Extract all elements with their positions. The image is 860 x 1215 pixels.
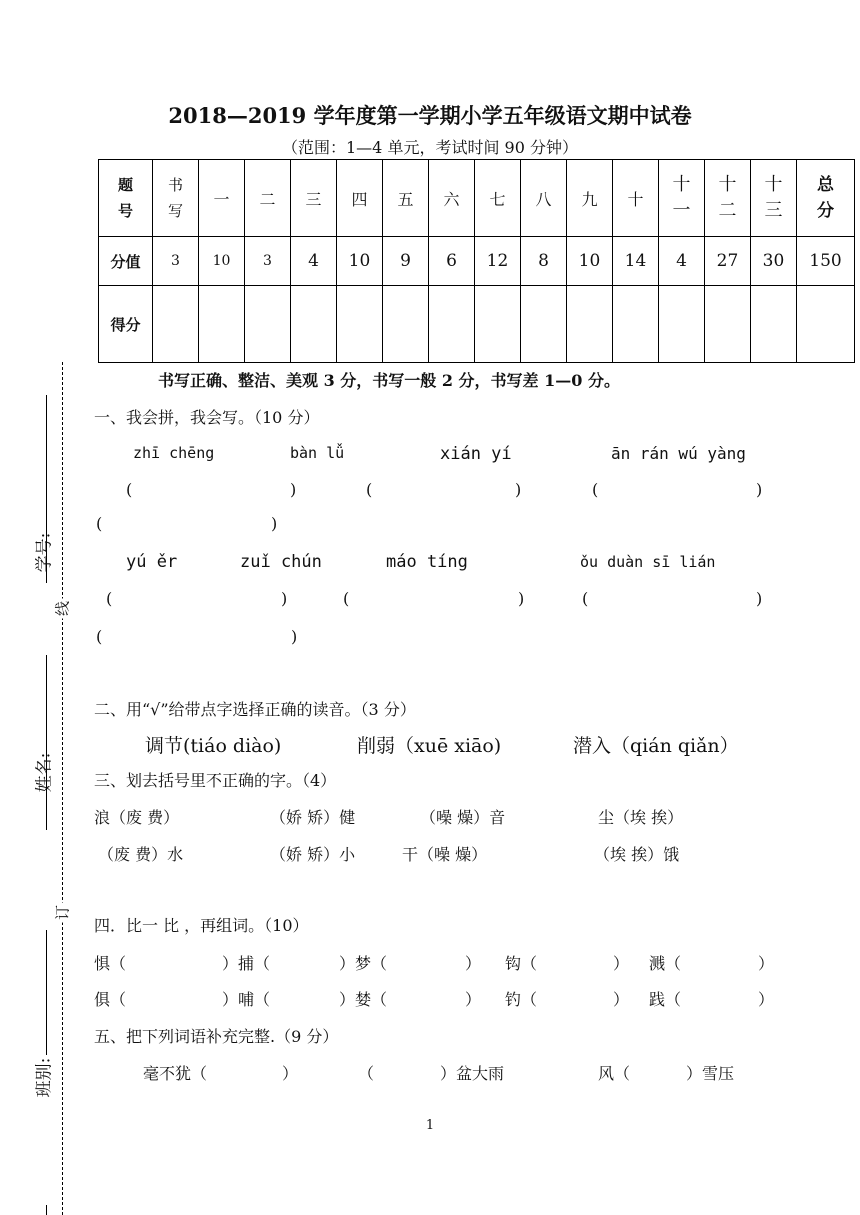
name-line [46, 655, 47, 830]
score-input-cell[interactable] [705, 286, 751, 363]
header-cell: 十 二 [705, 160, 751, 237]
points-cell: 150 [797, 237, 855, 286]
score-input-cell[interactable] [199, 286, 245, 363]
pinyin-8: ǒu duàn sī lián [580, 553, 716, 571]
header-cell: 一 [199, 160, 245, 237]
answer-paren-close: ) [291, 627, 298, 646]
q2-title: 二、用“√”给带点字选择正确的读音。（3 分） [94, 700, 416, 719]
score-input-cell[interactable] [797, 286, 855, 363]
q5-seg: （ [358, 1064, 375, 1083]
q4-seg: 践（ [649, 990, 682, 1009]
q3-title: 三、划去括号里不正确的字。（4） [94, 771, 337, 790]
answer-paren-close: ) [518, 589, 525, 608]
binding-dash-line [62, 362, 63, 1215]
header-cell-total: 总 分 [797, 160, 855, 237]
class-label: 班别: [34, 1057, 55, 1098]
header-cell-writing: 书 写 [153, 160, 199, 237]
points-row [99, 237, 855, 286]
q4-seg: 溅（ [649, 954, 682, 973]
q4-seg: ） [613, 990, 630, 1009]
pinyin-2: bàn lǚ [290, 444, 345, 462]
writing-note: 书写正确、整洁、美观 3 分，书写一般 2 分，书写差 1—0 分。 [158, 371, 620, 390]
q3-item: 尘（埃 挨） [598, 808, 684, 827]
q5-seg: 毫不犹（ [143, 1064, 208, 1083]
q4-seg: ）婪（ [339, 990, 388, 1009]
q2-item-1: 调节(tiáo diào) [145, 735, 282, 757]
q3-item: （娇 矫）健 [270, 808, 356, 827]
answer-paren-open: ( [126, 480, 133, 499]
q4-seg: ）梦（ [339, 954, 388, 973]
q4-seg: 钩（ [505, 954, 538, 973]
points-cell: 9 [383, 237, 429, 286]
points-cell: 10 [199, 237, 245, 286]
points-cell: 30 [751, 237, 797, 286]
q4-title: 四．比一 比 ，再组词。（10） [94, 916, 309, 935]
score-row [99, 286, 855, 363]
score-input-cell[interactable] [153, 286, 199, 363]
header-cell: 九 [567, 160, 613, 237]
exam-title: 2018—2019 学年度第一学期小学五年级语文期中试卷 [168, 103, 692, 128]
score-table [98, 159, 855, 363]
header-cell: 六 [429, 160, 475, 237]
q5-seg: 风（ [598, 1064, 631, 1083]
points-cell: 4 [659, 237, 705, 286]
q4-seg: ） [758, 954, 775, 973]
score-input-cell[interactable] [429, 286, 475, 363]
answer-paren-open: ( [343, 589, 350, 608]
pinyin-1: zhī chēng [133, 444, 215, 462]
bottom-line [46, 1205, 47, 1215]
q3-item: 干（噪 燥） [402, 845, 488, 864]
answer-paren-open: ( [366, 480, 373, 499]
q4-seg: 钓（ [505, 990, 538, 1009]
header-cell: 五 [383, 160, 429, 237]
q5-title: 五、把下列词语补充完整.（9 分） [94, 1027, 339, 1046]
points-cell: 3 [245, 237, 291, 286]
score-input-cell[interactable] [383, 286, 429, 363]
header-cell: 二 [245, 160, 291, 237]
q3-item: （娇 矫）小 [270, 845, 356, 864]
student-id-label: 学号: [34, 532, 55, 573]
pinyin-7: máo tíng [386, 552, 468, 572]
answer-paren-close: ) [290, 480, 297, 499]
answer-paren-close: ) [515, 480, 522, 499]
score-input-cell[interactable] [659, 286, 705, 363]
points-cell: 8 [521, 237, 567, 286]
score-input-cell[interactable] [567, 286, 613, 363]
q4-seg: 俱（ [94, 990, 127, 1009]
answer-paren-close: ) [756, 480, 763, 499]
score-input-cell[interactable] [521, 286, 567, 363]
answer-paren-open: ( [96, 514, 103, 533]
q4-seg: ） [613, 954, 630, 973]
line-mark: 线 [52, 599, 73, 619]
q2-item-3: 潜入（qián qiǎn） [573, 735, 739, 757]
header-cell: 八 [521, 160, 567, 237]
header-cell: 十 三 [751, 160, 797, 237]
score-input-cell[interactable] [291, 286, 337, 363]
points-cell: 14 [613, 237, 659, 286]
score-input-cell[interactable] [475, 286, 521, 363]
q4-seg: ）哺（ [222, 990, 271, 1009]
score-input-cell[interactable] [337, 286, 383, 363]
q3-item: （埃 挨）饿 [594, 845, 680, 864]
exam-subtitle: （范围：1—4 单元，考试时间 90 分钟） [282, 138, 578, 157]
pinyin-4: ān rán wú yàng [611, 444, 746, 463]
header-cell: 四 [337, 160, 383, 237]
header-cell: 十 一 [659, 160, 705, 237]
header-cell: 十 [613, 160, 659, 237]
points-cell: 4 [291, 237, 337, 286]
q4-seg: 惧（ [94, 954, 127, 973]
points-cell: 27 [705, 237, 751, 286]
q4-seg: ） [758, 990, 775, 1009]
q4-seg: ） [465, 990, 482, 1009]
q4-seg: ）捕（ [222, 954, 271, 973]
points-cell: 3 [153, 237, 199, 286]
header-cell-number: 题 号 [99, 160, 153, 237]
answer-paren-close: ) [281, 589, 288, 608]
header-cell: 三 [291, 160, 337, 237]
points-label: 分值 [99, 237, 153, 286]
points-cell: 6 [429, 237, 475, 286]
header-cell: 七 [475, 160, 521, 237]
q3-item: 浪（废 费） [94, 808, 180, 827]
answer-paren-close: ) [756, 589, 763, 608]
answer-paren-open: ( [592, 480, 599, 499]
q3-item: （噪 燥）音 [420, 808, 506, 827]
name-label: 姓名: [34, 752, 55, 793]
score-input-cell[interactable] [245, 286, 291, 363]
bind-mark: 订 [52, 903, 73, 923]
q1-title: 一、我会拼，我会写。（10 分） [94, 408, 320, 427]
pinyin-3: xián yí [440, 444, 512, 464]
pinyin-6: zuǐ chún [240, 552, 322, 572]
q5-seg: ） [282, 1064, 299, 1083]
q4-seg: ） [465, 954, 482, 973]
points-cell: 10 [337, 237, 383, 286]
page-number: 1 [425, 1118, 435, 1133]
score-input-cell[interactable] [751, 286, 797, 363]
answer-paren-open: ( [96, 627, 103, 646]
pinyin-5: yú ěr [126, 552, 178, 572]
q5-seg: ）雪压 [686, 1064, 735, 1083]
q3-item: （废 费）水 [98, 845, 184, 864]
points-cell: 10 [567, 237, 613, 286]
score-input-cell[interactable] [613, 286, 659, 363]
score-label: 得分 [99, 286, 153, 363]
class-line [46, 930, 47, 1055]
q5-seg: ）盆大雨 [440, 1064, 505, 1083]
header-row [99, 160, 855, 237]
answer-paren-close: ) [271, 514, 278, 533]
points-cell: 12 [475, 237, 521, 286]
answer-paren-open: ( [106, 589, 113, 608]
answer-paren-open: ( [582, 589, 589, 608]
q2-item-2: 削弱（xuē xiāo) [357, 735, 502, 757]
